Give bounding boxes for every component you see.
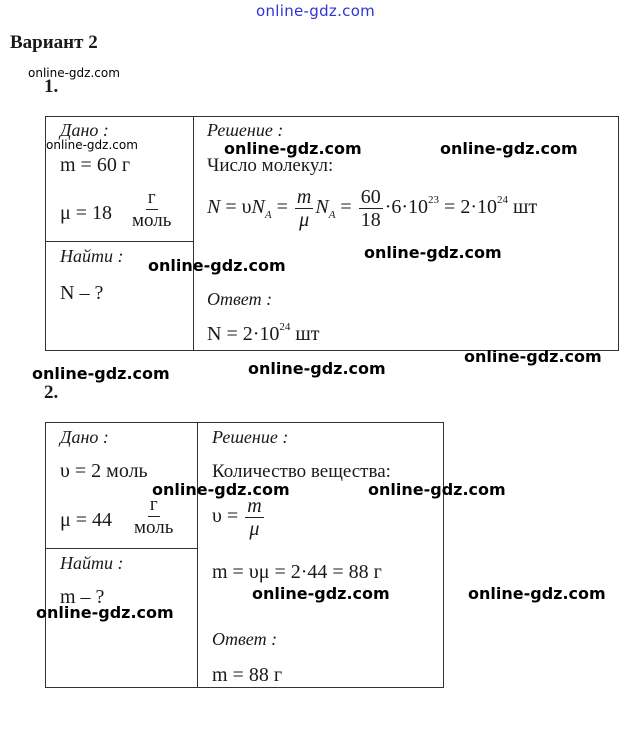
answer-value: m = 88 г <box>212 664 283 686</box>
problem-number-2: 2. <box>44 382 59 403</box>
watermark: online-gdz.com <box>36 603 174 622</box>
given-mass: m = 60 г <box>60 154 131 176</box>
solution-text: Число молекул: <box>207 155 334 176</box>
divider <box>197 422 198 688</box>
watermark: online-gdz.com <box>28 66 120 80</box>
answer-header: Ответ : <box>207 289 273 309</box>
divider <box>193 116 194 351</box>
find-value: N – ? <box>60 282 104 304</box>
problem-number-1: 1. <box>44 76 59 97</box>
watermark: online-gdz.com <box>368 480 506 499</box>
formula-mass: m = υμ = 2·44 = 88 г <box>212 561 382 583</box>
given-header: Дано : <box>60 120 109 140</box>
variant-title: Вариант 2 <box>10 32 98 53</box>
watermark: online-gdz.com <box>364 243 502 262</box>
divider <box>45 548 198 549</box>
molar-mass-unit: $\frac{г}{\text{моль}}$ <box>134 494 174 538</box>
watermark: online-gdz.com <box>148 256 286 275</box>
watermark: online-gdz.com <box>46 138 138 152</box>
watermark: online-gdz.com <box>252 584 390 603</box>
solution-header: Решение : <box>212 427 289 447</box>
watermark: online-gdz.com <box>440 139 578 158</box>
given-molar-mass: μ = 18 <box>60 202 113 224</box>
watermark: online-gdz.com <box>464 347 602 366</box>
given-header: Дано : <box>60 427 109 447</box>
answer-value: $N = 2\cdot 10^{24}$ шт <box>207 321 320 345</box>
watermark: online-gdz.com <box>468 584 606 603</box>
given-amount: υ = 2 моль <box>60 460 148 482</box>
watermark: online-gdz.com <box>32 364 170 383</box>
find-value: m – ? <box>60 586 105 608</box>
watermark: online-gdz.com <box>248 359 386 378</box>
watermark: online-gdz.com <box>224 139 362 158</box>
find-header: Найти : <box>60 553 124 573</box>
molar-mass-unit: $\frac{г}{\text{моль}}$ <box>132 187 172 231</box>
divider <box>45 241 194 242</box>
formula-amount: υ = $\frac{m}{\mu}$ <box>212 495 262 540</box>
watermark-top: online-gdz.com <box>256 2 376 20</box>
watermark: online-gdz.com <box>152 480 290 499</box>
find-header: Найти : <box>60 246 124 266</box>
given-molar-mass: μ = 44 <box>60 509 113 531</box>
solution-text: Количество вещества: <box>212 461 391 482</box>
answer-header: Ответ : <box>212 629 278 649</box>
solution-header: Решение : <box>207 120 284 140</box>
formula-molecules: $N = \upsilon N_A$ = $\frac{m}{\mu}$ $N_A$ = $\frac{60}{18}$ $\cdot 6\cdot 10^{23} = 2\cdot 10^{24}$ шт <box>207 186 538 231</box>
